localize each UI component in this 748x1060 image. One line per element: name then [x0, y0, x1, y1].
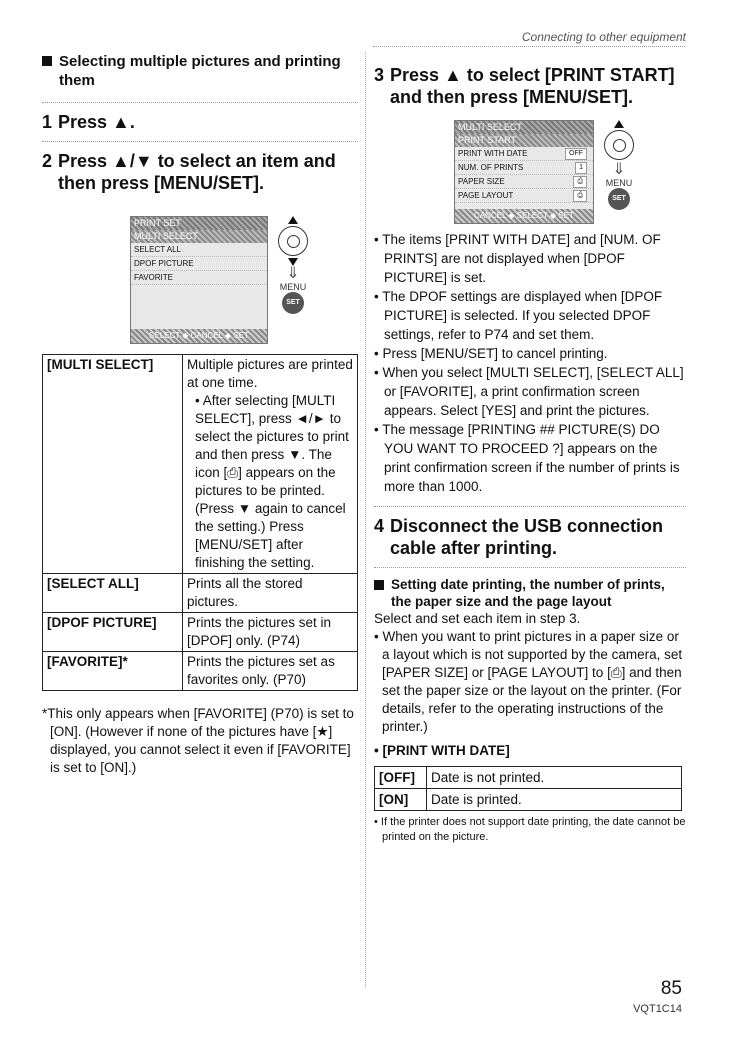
option-key: [FAVORITE]*: [43, 652, 183, 691]
footnote: *This only appears when [FAVORITE] (P70) is set to [ON]. (However if none of the pictures have [★] displayed, you cannot select it even if [FAVORITE] is set to [ON].): [42, 706, 354, 775]
lcd-footer: SELECT ◆ CANCEL ◆ SET: [131, 329, 267, 343]
table-row: [43, 613, 358, 652]
up-arrow-icon: [288, 216, 298, 224]
lcd-title-bar: PRINT SET: [131, 217, 267, 230]
up-arrow-icon: [614, 120, 624, 128]
page-number: 85: [660, 978, 682, 999]
table-row: [43, 574, 358, 613]
option-sub-note: • After selecting [MULTI SELECT], press ◄/► to select the pictures to print and then press ▼. The icon [⎙] appears on the pictures to be printed. (Press ▼ again to cancel the setting.) Press [MENU/SET] after finishing the setting.: [195, 393, 349, 570]
option-desc: Prints the pictures set in [DPOF] only. (P74): [183, 613, 358, 652]
press-arrow-icon: ⇓: [612, 161, 626, 178]
lcd-illustration: [130, 216, 358, 344]
table-row: [375, 767, 682, 789]
option-desc: Prints all the stored pictures.: [183, 574, 358, 613]
dotted-rule: [374, 506, 686, 507]
running-header: Connecting to other equipment: [521, 30, 686, 44]
lcd-row: PAPER SIZE ⎙: [455, 175, 593, 189]
press-arrow-icon: ⇓: [286, 265, 300, 282]
lcd-row: DPOF PICTURE: [131, 257, 267, 271]
setting-note: • When you want to print pictures in a paper size or a layout which is not supported by the camera, set [PAPER SIZE] or [PAGE LAYOUT] to [⎙] and then set the paper size or the layout on the printer. (For details, refer to the operating instructions of the printer.): [374, 629, 683, 734]
square-bullet-icon: [42, 56, 52, 66]
list-item: • The DPOF settings are displayed when [DPOF PICTURE] is selected. If you selected DPOF settings, refer to P74 and set them.: [374, 289, 663, 342]
lcd-screen: [130, 216, 268, 344]
step-3: 3 Press ▲ to select [PRINT START] and then press [MENU/SET].: [374, 65, 675, 107]
list-item: • The message [PRINTING ## PICTURE(S) DO YOU WANT TO PROCEED ?] appears on the print confirmation screen if the number of prints is more than 1000.: [374, 422, 680, 494]
list-item: • Press [MENU/SET] to cancel printing.: [374, 346, 608, 361]
print-with-date-note: • If the printer does not support date printing, the date cannot be printed on the picture.: [374, 816, 686, 843]
camera-controls: [604, 120, 634, 210]
cursor-dial-icon: [604, 130, 634, 160]
column-divider: [365, 52, 366, 987]
left-column: [42, 52, 358, 777]
section-title: Selecting multiple pictures and printing them: [42, 52, 358, 90]
dotted-rule: [374, 567, 686, 568]
lcd-row: PRINT WITH DATE OFF: [455, 147, 593, 161]
option-desc: Date is not printed.: [427, 767, 682, 789]
lcd-footer: CANCEL ◆ SELECT ◆ SET: [455, 209, 593, 223]
table-row: [43, 355, 358, 574]
lcd-selected-item: PRINT START: [455, 134, 593, 147]
option-key: [ON]: [375, 789, 427, 811]
setting-intro: Select and set each item in step 3.: [374, 611, 581, 626]
set-button-icon: SET: [608, 188, 630, 210]
list-item: • When you select [MULTI SELECT], [SELECT ALL] or [FAVORITE], a print confirmation screen appears. Select [YES] and print the pictures.: [374, 365, 684, 418]
lcd-selected-item: MULTI SELECT: [131, 230, 267, 243]
cursor-dial-icon: [278, 226, 308, 256]
square-bullet-icon: [374, 580, 384, 590]
option-desc: Multiple pictures are printed at one time. • After selecting [MULTI SELECT], press ◄/► to select the pictures to print and then press ▼. The icon [⎙] appears on the pictures to be printed. (Press ▼ again to cancel the setting.) Press [MENU/SET] after finishing the setting.: [183, 355, 358, 574]
menu-label: MENU: [279, 282, 307, 292]
print-with-date-table: [374, 766, 682, 811]
lcd-title-bar: MULTI SELECT: [455, 121, 593, 134]
step-2: 2 Press ▲/▼ to select an item and then press [MENU/SET].: [42, 151, 336, 193]
set-button-icon: SET: [282, 292, 304, 314]
lcd-row: FAVORITE: [131, 271, 267, 285]
options-table: [42, 354, 358, 691]
print-with-date-title: • [PRINT WITH DATE]: [374, 743, 510, 758]
lcd-screen: [454, 120, 594, 224]
table-row: [43, 652, 358, 691]
table-row: [375, 789, 682, 811]
lcd-illustration: [454, 120, 686, 224]
document-code: VQT1C14: [633, 1003, 682, 1015]
lcd-row: PAGE LAYOUT ⎙: [455, 189, 593, 203]
dotted-rule: [42, 102, 358, 103]
option-desc: Prints the pictures set as favorites only. (P70): [183, 652, 358, 691]
option-key: [DPOF PICTURE]: [43, 613, 183, 652]
step3-notes: [374, 230, 686, 496]
option-key: [MULTI SELECT]: [43, 355, 183, 574]
setting-title: Setting date printing, the number of prints, the paper size and the page layout: [374, 576, 686, 610]
header-rule: [373, 46, 685, 47]
step-4: 4 Disconnect the USB connection cable after printing.: [374, 516, 664, 558]
lcd-row: NUM. OF PRINTS 1: [455, 161, 593, 175]
right-column: [374, 52, 686, 845]
step-1: 1 Press ▲.: [42, 112, 135, 132]
menu-label: MENU: [605, 178, 633, 188]
lcd-row: SELECT ALL: [131, 243, 267, 257]
option-key: [SELECT ALL]: [43, 574, 183, 613]
dotted-rule: [42, 141, 358, 142]
option-desc: Date is printed.: [427, 789, 682, 811]
camera-controls: [278, 216, 308, 314]
option-key: [OFF]: [375, 767, 427, 789]
list-item: • The items [PRINT WITH DATE] and [NUM. OF PRINTS] are not displayed when [DPOF PICTURE] is set.: [374, 232, 661, 285]
